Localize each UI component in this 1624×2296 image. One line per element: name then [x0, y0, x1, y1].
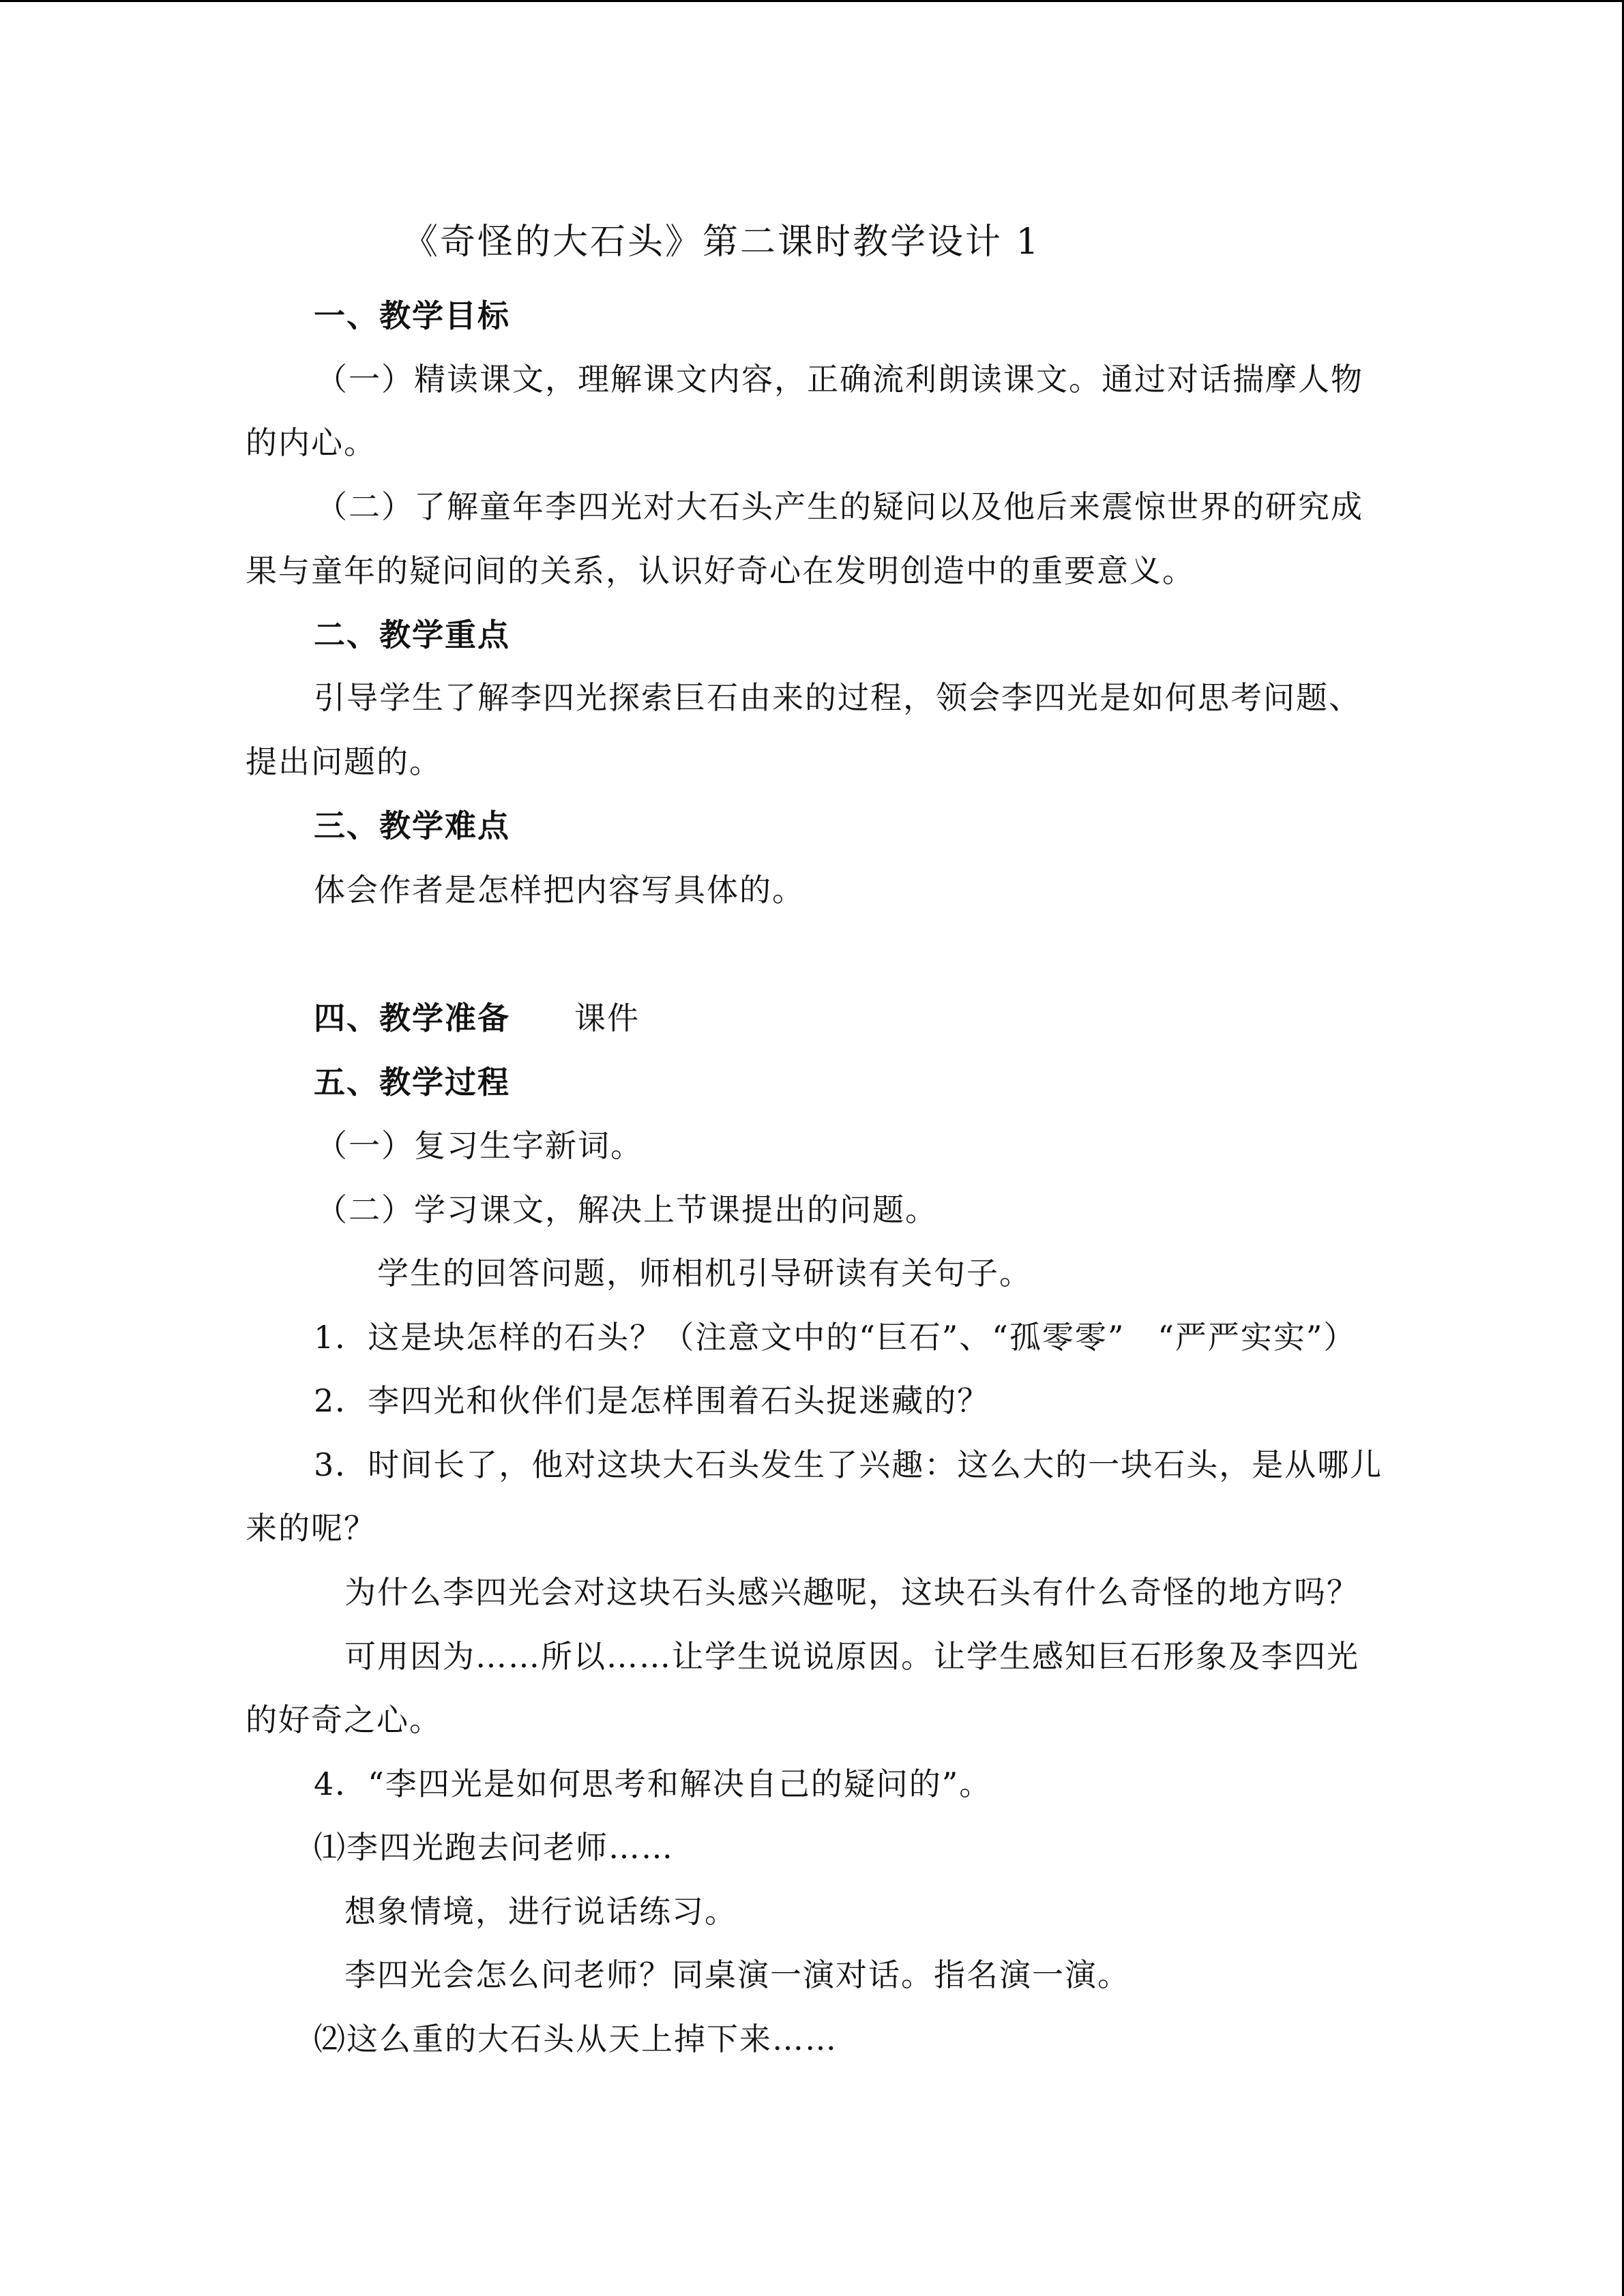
question-4-item-1-task: 想象情境，进行说话练习。 — [344, 1893, 737, 1930]
section-heading-process: 五、教学过程 — [314, 1064, 510, 1101]
question-4-item-2: ⑵这么重的大石头从天上掉下来…… — [314, 2021, 838, 2057]
question-3-method-line-1: 可用因为……所以……让学生说说原因。让学生感知巨石形象及李四光 — [344, 1638, 1359, 1675]
process-step-1: （一）复习生字新词。 — [316, 1127, 643, 1164]
preparation-value: 课件 — [574, 1000, 640, 1037]
question-4-item-1: ⑴李四光跑去问老师…… — [314, 1829, 674, 1866]
objective-1-line-2: 的内心。 — [246, 424, 377, 461]
question-3-line-2: 来的呢？ — [246, 1510, 377, 1547]
question-4-item-1-activity: 李四光会怎么问老师？同桌演一演对话。指名演一演。 — [344, 1956, 1130, 1993]
key-points-line-1: 引导学生了解李四光探索巨石由来的过程，领会李四光是如何思考问题、 — [314, 679, 1361, 716]
question-3-line-1: 3．时间长了，他对这块大石头发生了兴趣：这么大的一块石头，是从哪儿 — [314, 1446, 1383, 1483]
question-3-prompt: 为什么李四光会对这块石头感兴趣呢，这块石头有什么奇怪的地方吗？ — [344, 1574, 1359, 1611]
question-3-method-line-2: 的好奇之心。 — [246, 1701, 442, 1738]
difficulties-line-1: 体会作者是怎样把内容写具体的。 — [314, 871, 805, 908]
question-4: 4．“李四光是如何思考和解决自己的疑问的”。 — [314, 1765, 992, 1802]
key-points-line-2: 提出问题的。 — [246, 743, 442, 780]
objective-2-line-2: 果与童年的疑问间的关系，认识好奇心在发明创造中的重要意义。 — [246, 552, 1195, 589]
question-1: 1．这是块怎样的石头？（注意文中的“巨石”、“孤零零” “严严实实”） — [314, 1319, 1357, 1356]
objective-2-line-1: （二）了解童年李四光对大石头产生的疑问以及他后来震惊世界的研究成 — [316, 488, 1363, 525]
process-step-2-note: 学生的回答问题，师相机引导研读有关句子。 — [377, 1255, 1032, 1292]
section-heading-difficulties: 三、教学难点 — [314, 807, 510, 844]
question-2: 2．李四光和伙伴们是怎样围着石头捉迷藏的？ — [314, 1382, 990, 1419]
objective-1-line-1: （一）精读课文，理解课文内容，正确流利朗读课文。通过对话揣摩人物 — [316, 361, 1363, 398]
process-step-2: （二）学习课文，解决上节课提出的问题。 — [316, 1191, 938, 1228]
section-heading-key-points: 二、教学重点 — [314, 616, 510, 653]
page-title: 《奇怪的大石头》第二课时教学设计 1 — [402, 222, 1041, 263]
section-heading-objectives: 一、教学目标 — [314, 297, 510, 334]
section-heading-preparation: 四、教学准备 — [314, 1000, 510, 1037]
